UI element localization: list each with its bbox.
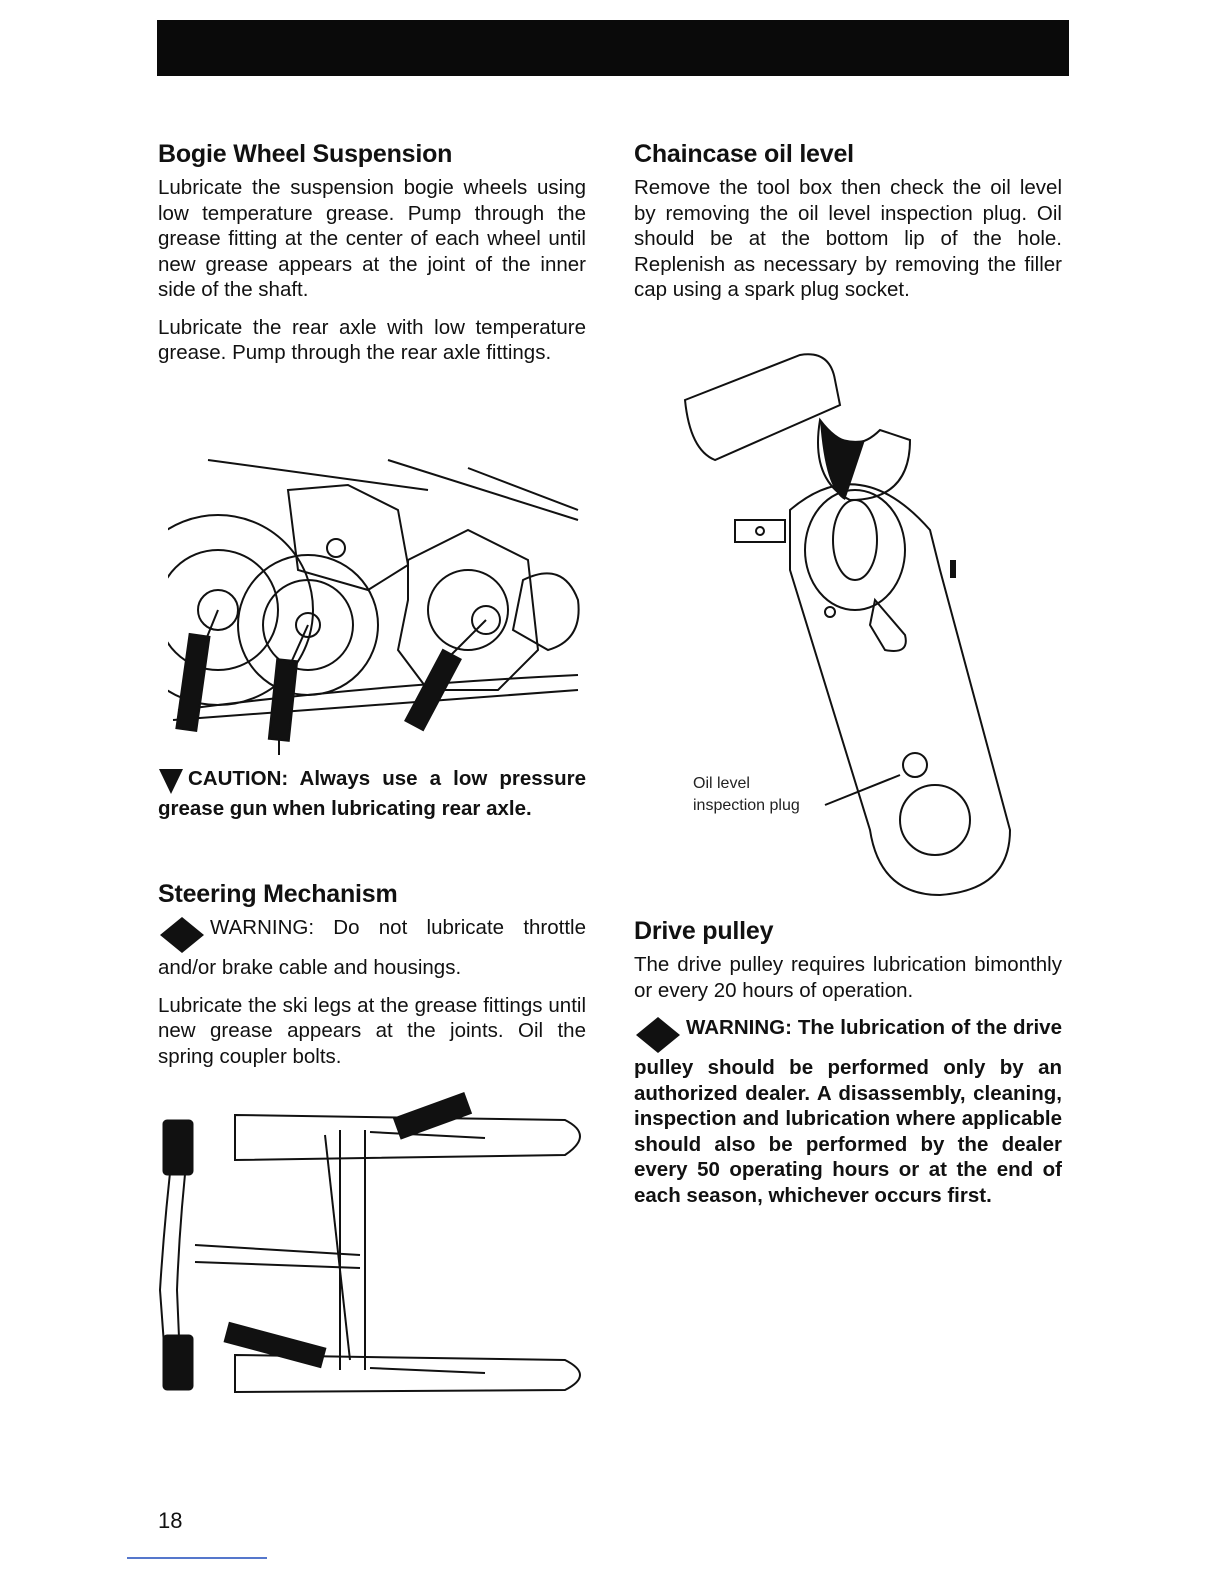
chaincase-heading: Chaincase oil level — [634, 140, 854, 168]
drive-pulley-paragraph: The drive pulley requires lubrication bimonthly or every 20 hours of operation. — [634, 953, 1062, 1002]
bogie-paragraph-1: Lubricate the suspension bogie wheels using low temperature grease. Pump through the grease fitting at the center of each wheel until new grease appears at the joint of the inner side of the shaft. — [158, 176, 586, 301]
left-column — [158, 140, 586, 378]
drive-pulley-heading: Drive pulley — [634, 917, 774, 945]
page-number: 18 — [158, 1508, 183, 1533]
bottom-rule — [127, 1557, 267, 1559]
steering-section — [158, 880, 586, 1081]
drive-pulley-section — [634, 917, 1062, 1220]
steering-heading: Steering Mechanism — [158, 880, 398, 908]
steering-illustration — [155, 1090, 595, 1400]
chaincase-paragraph: Remove the tool box then check the oil level by removing the oil level inspection plug. Oil should be at the bottom lip of the hole. Replenish as necessary by removing the filler cap using a spark plug socket. — [634, 176, 1062, 301]
bogie-paragraph-2: Lubricate the rear axle with low temperature grease. Pump through the rear axle fittings. — [158, 315, 586, 364]
steering-warning-text: WARNING: Do not lubricate throttle and/or brake cable and housings. — [158, 916, 586, 979]
drive-pulley-warning-text: WARNING: The lubrication of the drive pulley should be performed only by an authorized dealer. A disassembly, cleaning, inspection and lubrication where applicable should also be performed by the dealer every 50 operating hours or at the end of each season, whichever occurs first. — [634, 1016, 1062, 1207]
bogie-wheel-illustration — [168, 450, 588, 760]
caution-block — [158, 766, 586, 834]
caution-text: CAUTION: Always use a low pressure grease gun when lubricating rear axle. — [158, 767, 586, 820]
caution-triangle-icon — [158, 766, 184, 796]
right-column — [634, 140, 1062, 315]
warning-diamond-icon — [634, 1015, 682, 1055]
callout-inspection-plug: inspection plug — [693, 797, 800, 814]
callout-oil-level: Oil level — [693, 775, 750, 792]
steering-paragraph: Lubricate the ski legs at the grease fittings until new grease appears at the joints. Oil the spring coupler bolts. — [158, 993, 586, 1068]
bogie-heading: Bogie Wheel Suspension — [158, 140, 453, 168]
chaincase-illustration — [680, 350, 1060, 910]
header-bar — [157, 20, 1069, 76]
warning-diamond-icon — [158, 915, 206, 955]
